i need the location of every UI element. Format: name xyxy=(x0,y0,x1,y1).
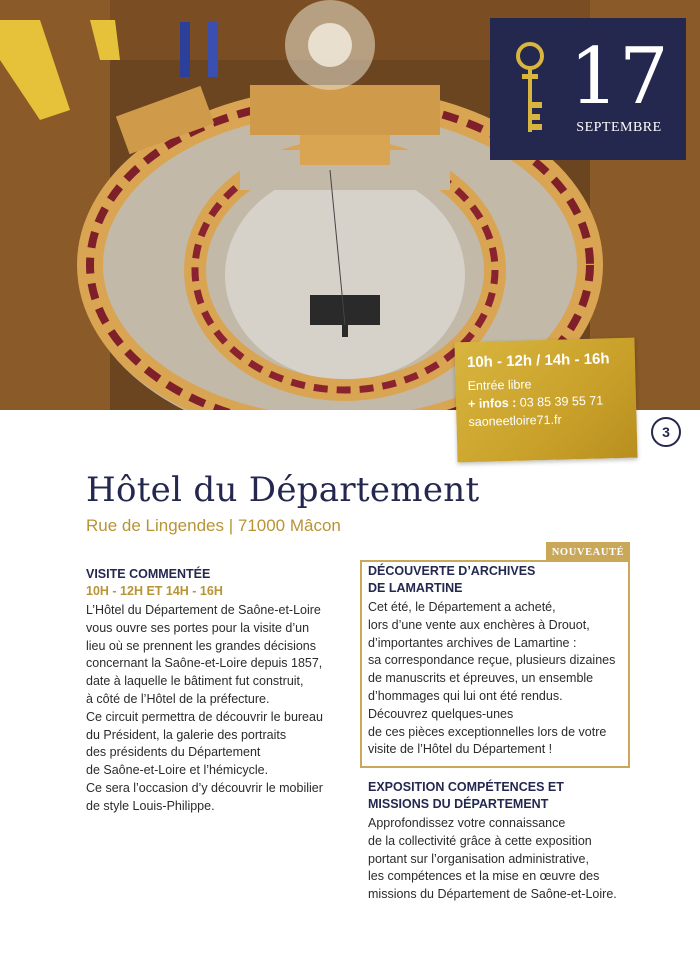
exposition-line: Approfondissez votre connaissance xyxy=(368,816,566,830)
exposition-section xyxy=(368,779,630,904)
archives-line: de manuscrits et épreuves, un ensemble xyxy=(368,671,594,686)
address: Rue de Lingendes | 71000 Mâcon xyxy=(86,516,341,535)
page-number: 3 xyxy=(651,417,681,447)
visite-line: de style Louis-Philippe. xyxy=(86,798,215,813)
date-badge xyxy=(490,18,686,160)
visite-line: lieu où se prennent les grandes décisions xyxy=(86,638,317,653)
archives-line: Cet été, le Département a acheté, xyxy=(368,600,556,614)
visite-line: du Président, la galerie des portraits xyxy=(86,727,287,742)
visite-line: des présidents du Département xyxy=(86,745,261,760)
archives-line: visite de l’Hôtel du Département ! xyxy=(368,742,553,757)
archives-section xyxy=(368,563,630,759)
visite-line: Ce sera l’occasion d’y découvrir le mobilier xyxy=(86,780,323,795)
exposition-body xyxy=(368,815,630,904)
archives-line: lors d’une vente aux enchères à Drouot, xyxy=(368,617,590,632)
visite-heading: VISITE COMMENTÉE xyxy=(86,567,211,581)
exposition-heading-1: EXPOSITION COMPÉTENCES ET xyxy=(368,780,564,794)
visite-line: Ce circuit permettra de découvrir le bureau xyxy=(86,709,323,724)
opening-hours: 10h - 12h / 14h - 16h xyxy=(466,350,610,372)
schedule-info-box xyxy=(454,338,637,463)
nouveaute-tag: NOUVEAUTÉ xyxy=(546,542,630,562)
infos-label: + infos : xyxy=(467,395,517,412)
archives-line: sa correspondance reçue, plusieurs dizaines xyxy=(368,653,616,668)
visite-line: L’Hôtel du Département de Saône-et-Loire xyxy=(86,603,321,617)
archives-line: d’hommages qui lui ont été rendus. xyxy=(368,688,563,703)
phone-number[interactable]: 03 85 39 55 71 xyxy=(519,393,604,410)
visite-body xyxy=(86,602,348,816)
archives-line: de ces pièces exceptionnelles lors de votre xyxy=(368,724,607,739)
website-link[interactable]: saoneetloire71.fr xyxy=(468,412,562,430)
archives-line: Découvrez quelques-unes xyxy=(368,706,514,721)
exposition-line: de la collectivité grâce à cette exposition xyxy=(368,833,592,848)
visite-line: date à laquelle le bâtiment fut construit, xyxy=(86,674,304,689)
visite-line: concernant la Saône-et-Loire depuis 1857, xyxy=(86,656,323,671)
key-icon xyxy=(508,40,552,136)
archives-body xyxy=(368,599,630,759)
archives-line: d’importantes archives de Lamartine : xyxy=(368,635,577,650)
archives-heading-2: DE LAMARTINE xyxy=(368,581,463,595)
page-title: Hôtel du Département xyxy=(86,470,480,510)
date-day: 17 xyxy=(569,32,669,122)
visite-line: vous ouvre ses portes pour la visite d’un xyxy=(86,620,310,635)
archives-heading-1: DÉCOUVERTE D’ARCHIVES xyxy=(368,564,536,578)
visite-times: 10H - 12H ET 14H - 16H xyxy=(86,584,223,598)
exposition-line: portant sur l’organisation administrative, xyxy=(368,851,589,866)
entry-info: Entrée libre xyxy=(467,377,532,394)
visite-section xyxy=(86,566,348,816)
exposition-heading-2: MISSIONS DU DÉPARTEMENT xyxy=(368,797,549,811)
visite-line: de Saône-et-Loire et l’hémicycle. xyxy=(86,763,269,778)
date-month: SEPTEMBRE xyxy=(576,120,662,135)
exposition-line: missions du Département de Saône-et-Loire. xyxy=(368,887,617,902)
visite-line: à côté de l’Hôtel de la préfecture. xyxy=(86,691,270,706)
exposition-line: les compétences et la mise en œuvre des xyxy=(368,869,600,884)
